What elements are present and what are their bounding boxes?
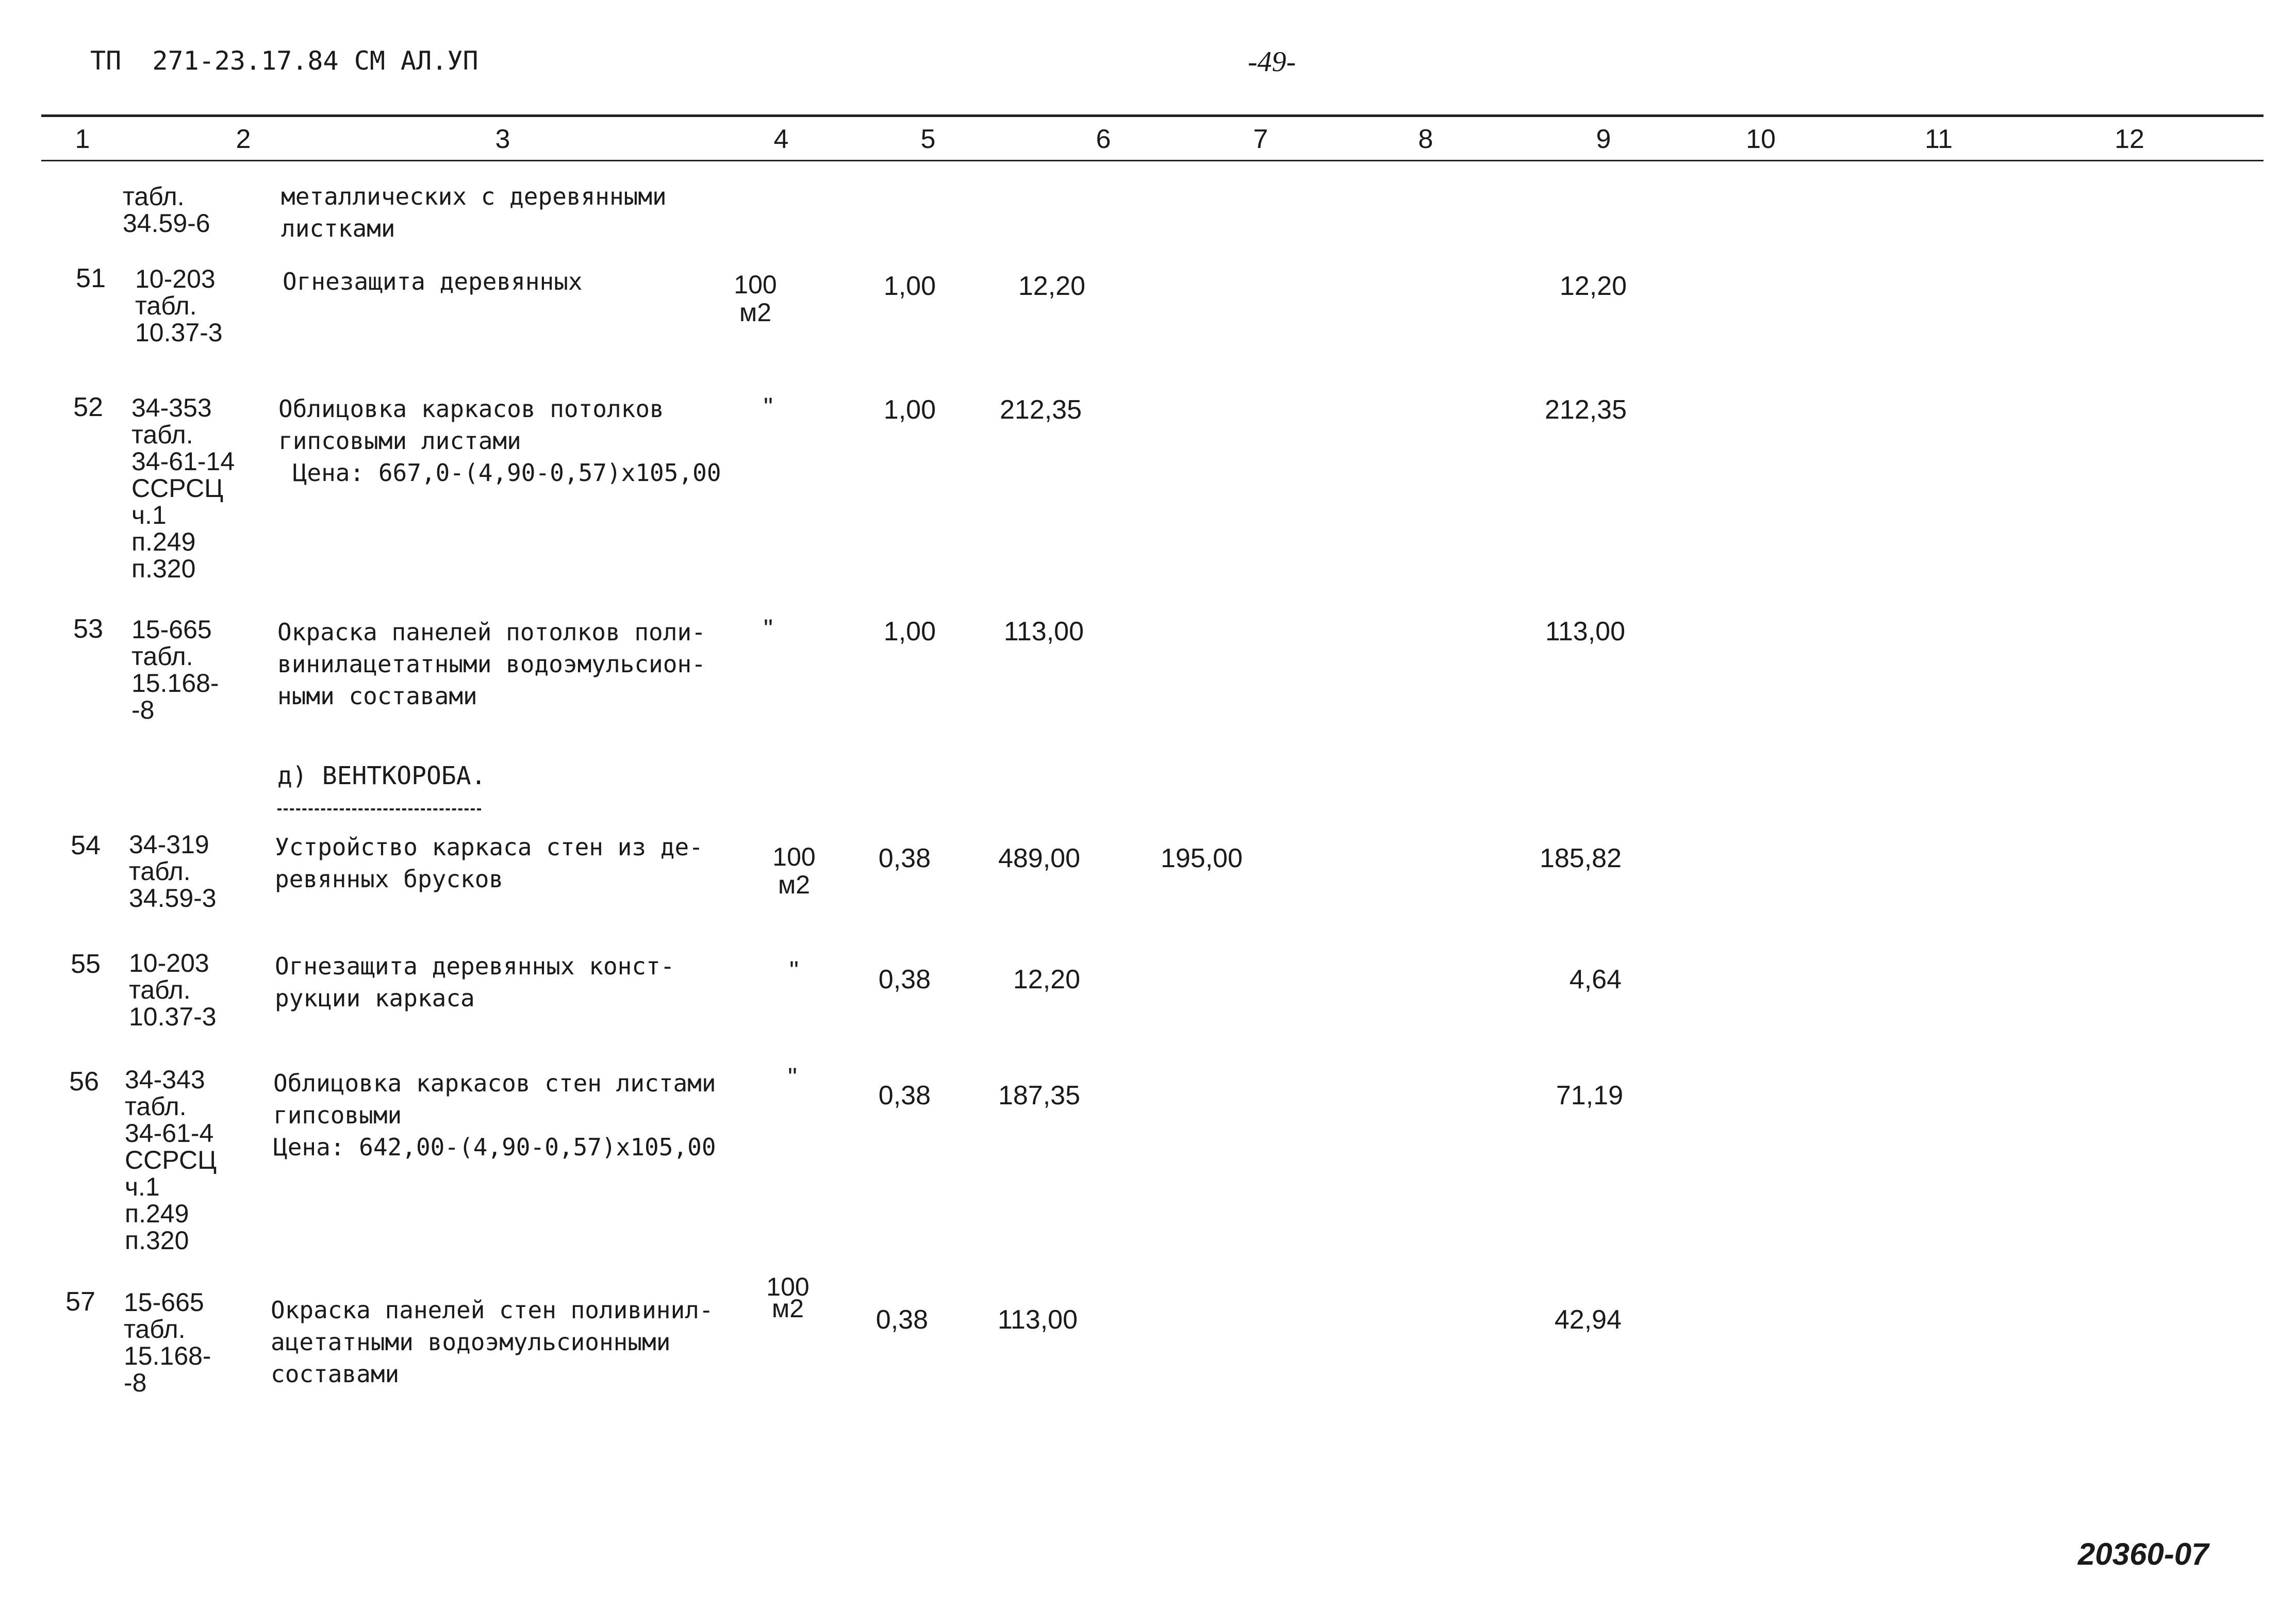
table-row-54-number: 54 [71,831,101,860]
table-row-55-code: 10-203 табл. 10.37-3 [129,949,217,1031]
table-row-56-total: 71,19 [1556,1081,1623,1110]
table-row-53-description: Окраска панелей потолков поли- винилацетатными водоэмульсион- ными составами [277,618,706,710]
column-number-7: 7 [1253,124,1268,154]
table-row-54-col7: 195,00 [1160,843,1243,873]
table-row-53-price: 113,00 [1003,617,1084,646]
table-row-57-total: 42,94 [1554,1305,1622,1335]
inventory-stamp: 20360-07 [2078,1537,2209,1571]
column-number-2: 2 [236,124,251,154]
section-title-underline [277,808,481,810]
table-row-52-number: 52 [73,392,103,422]
section-title: д) ВЕНТКОРОБА. [277,761,486,790]
document-code: ТП 271-23.17.84 СМ АЛ.УП [90,46,478,76]
table-row-55-unit: " [789,956,799,985]
table-row-51-price: 12,20 [1018,271,1085,301]
table-row-52-code: 34-353 табл. 34-61-14 ССРСЦ ч.1 п.249 п.320 [131,393,235,583]
header-top-rule [41,114,2264,117]
column-number-12: 12 [2115,124,2144,154]
table-row-52-description: Облицовка каркасов потолков гипсовыми листами Цена: 667,0-(4,90-0,57)х105,00 [278,395,721,487]
table-row-55-quantity: 0,38 [878,965,931,994]
table-row-53-number: 53 [73,614,103,644]
column-number-1: 1 [75,124,90,154]
table-row-54-quantity: 0,38 [878,843,931,873]
table-row-51-total: 12,20 [1559,271,1627,301]
table-row-54-unit: 100 м2 [772,842,816,899]
table-row-52-unit: " [764,392,773,421]
column-number-3: 3 [495,124,510,154]
table-row-56-code: 34-343 табл. 34-61-4 ССРСЦ ч.1 п.249 п.320 [125,1065,217,1255]
table-row-54-price: 489,00 [998,843,1080,873]
table-row-53-code: 15-665 табл. 15.168- -8 [131,615,219,724]
table-row-51-number: 51 [76,263,106,293]
table-row-56-number: 56 [69,1067,99,1097]
table-row-55-price: 12,20 [1013,965,1080,994]
table-row-52-quantity: 1,00 [883,395,936,425]
table-row-51-description: Огнезащита деревянных [283,268,583,295]
table-row-52-price: 212,35 [999,395,1082,425]
page-number: -49- [1248,46,1296,78]
table-row-54-code: 34-319 табл. 34.59-3 [129,830,217,913]
column-number-8: 8 [1418,124,1433,154]
table-row-57-number: 57 [65,1287,95,1317]
table-row-55-total: 4,64 [1569,965,1622,994]
table-row-57-code: 15-665 табл. 15.168- -8 [124,1288,211,1397]
table-row-54-description: Устройство каркаса стен из де- ревянных брусков [275,833,703,893]
table-row-0-description: металлических с деревянными листками [281,183,667,242]
column-number-11: 11 [1925,124,1953,154]
table-row-57-price: 113,00 [997,1305,1078,1335]
table-row-53-quantity: 1,00 [883,617,936,646]
table-row-51-unit: 100 м2 [734,270,777,327]
table-row-56-unit: " [788,1063,797,1091]
column-number-4: 4 [773,124,789,154]
table-row-55-description: Огнезащита деревянных конст- рукции каркаса [275,952,675,1012]
table-row-57-description: Окраска панелей стен поливинил- ацетатными водоэмульсионными составами [271,1296,714,1388]
column-number-9: 9 [1596,124,1611,154]
table-row-53-total: 113,00 [1545,617,1625,646]
column-number-5: 5 [920,124,936,154]
column-number-6: 6 [1096,124,1111,154]
table-row-54-total: 185,82 [1539,843,1622,873]
table-row-51-code: 10-203 табл. 10.37-3 [135,264,223,347]
table-row-55-number: 55 [71,949,101,979]
table-row-57-quantity: 0,38 [876,1305,928,1335]
table-row-57-unit: 100 м2 [766,1272,810,1323]
table-row-0-code: табл. 34.59-6 [123,182,210,238]
table-row-56-price: 187,35 [998,1081,1080,1110]
table-row-52-total: 212,35 [1544,395,1627,425]
table-row-56-quantity: 0,38 [878,1081,931,1110]
table-row-56-description: Облицовка каркасов стен листами гипсовыми Цена: 642,00-(4,90-0,57)х105,00 [273,1069,716,1161]
header-bottom-rule [41,160,2264,161]
table-row-51-quantity: 1,00 [883,271,936,301]
table-row-53-unit: " [764,614,773,643]
column-number-10: 10 [1746,124,1776,154]
